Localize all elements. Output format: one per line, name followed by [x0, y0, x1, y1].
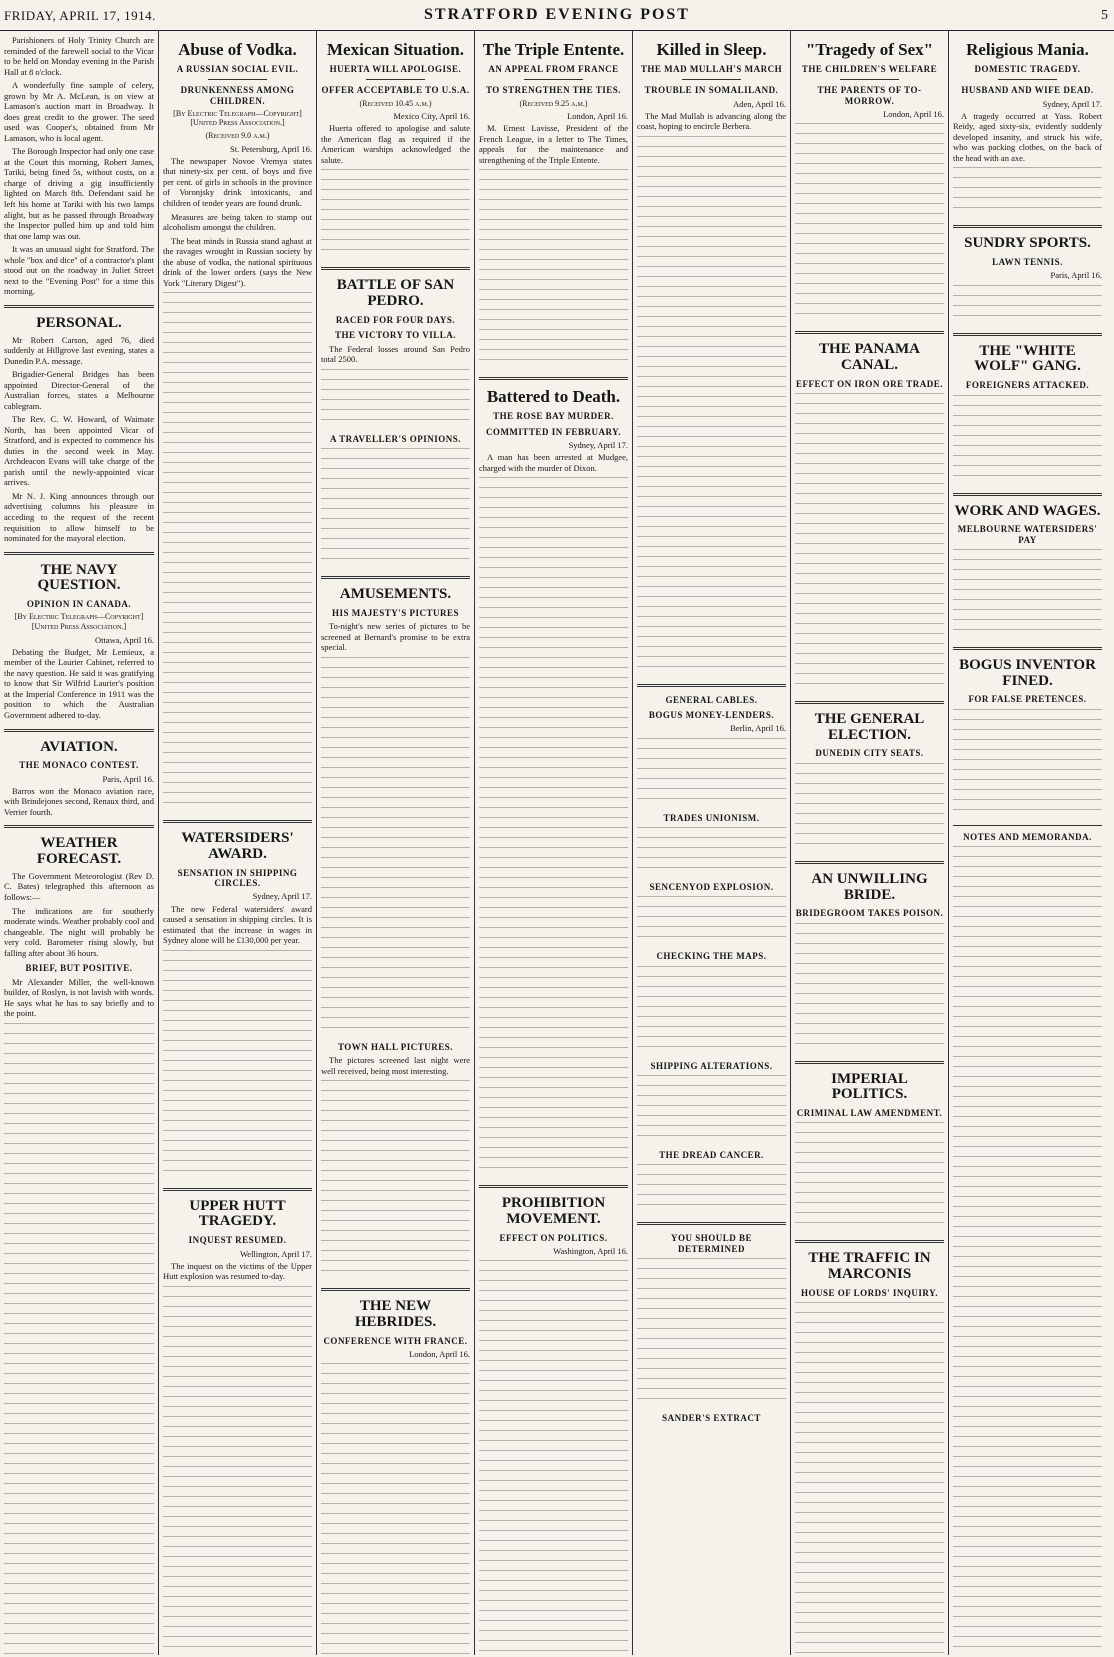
text-continuation — [795, 123, 944, 323]
text-continuation — [953, 846, 1102, 1655]
text-continuation — [4, 1023, 154, 1655]
text-continuation — [795, 1122, 944, 1232]
text-continuation — [321, 1363, 470, 1655]
section-rule — [479, 1185, 628, 1188]
subheading: HOUSE OF LORDS' INQUIRY. — [800, 1287, 939, 1298]
text-continuation — [953, 395, 1102, 485]
article-paragraph: Parishioners of Holy Trinity Church are reminded of the farewell social to the Vicar to be held on Monday evening in the Parish Hall at 8 o'clock. — [4, 35, 154, 77]
section-rule — [795, 1240, 944, 1243]
subheading: DUNEDIN CITY SEATS. — [815, 748, 924, 759]
dateline: Paris, April 16. — [1050, 270, 1102, 281]
headline-amusements: AMUSEMENTS. — [339, 586, 452, 603]
subheading: CHECKING THE MAPS. — [656, 951, 767, 962]
section-rule — [4, 825, 154, 828]
section-rule — [4, 552, 154, 555]
subheading: FOR FALSE PRETENCES. — [968, 694, 1087, 705]
subheading: CRIMINAL LAW AMENDMENT. — [796, 1108, 943, 1119]
headline-sundry-sports: SUNDRY SPORTS. — [964, 235, 1091, 252]
headline-san-pedro: BATTLE OF SAN PEDRO. — [336, 277, 455, 310]
subheading: AN APPEAL FROM FRANCE — [488, 63, 619, 74]
text-continuation — [637, 738, 786, 808]
subheading: HUERTA WILL APOLOGISE. — [329, 63, 462, 74]
subheading: DOMESTIC TRAGEDY. — [974, 63, 1081, 74]
subheading: TROUBLE IN SOMALILAND. — [644, 85, 779, 96]
subheading: SENSATION IN SHIPPING CIRCLES. — [177, 867, 298, 889]
text-continuation — [637, 1075, 786, 1145]
section-rule — [637, 1222, 786, 1225]
subheading: THE MONACO CONTEST. — [19, 760, 139, 771]
subheading: HIS MAJESTY'S PICTURES — [331, 607, 460, 618]
article-paragraph: It was an unusual sight for Stratford. The whole "box and dice" of a contractor's plant stood out on the roadway in Juliet Street next to the "Evening Post" for a time this morning. — [4, 244, 154, 297]
text-continuation — [321, 169, 470, 259]
text-continuation — [637, 827, 786, 877]
dateline: Wellington, April 17. — [239, 1248, 312, 1259]
subheading: THE DREAD CANCER. — [659, 1150, 764, 1161]
article-paragraph: The pictures screened last night were well received, being most interesting. — [321, 1055, 470, 1076]
text-continuation — [637, 966, 786, 1056]
subheading: BRIDEGROOM TAKES POISON. — [795, 908, 944, 919]
section-rule — [163, 820, 312, 823]
text-continuation — [479, 477, 628, 1177]
section-rule — [321, 576, 470, 579]
article-paragraph: Measures are being taken to stamp out alcoholism amongst the children. — [163, 211, 312, 233]
headline-weather: WEATHER FORECAST. — [36, 835, 122, 868]
subheading: A TRAVELLER'S OPINIONS. — [330, 433, 461, 444]
received-time: (Received 9.0 a.m.) — [205, 131, 270, 141]
article-paragraph: The new Federal watersiders' award caused a sensation in shipping circles. It is estimated that the increase in wages in Sydney alone will be £130,000 per year. — [163, 903, 312, 946]
text-continuation — [321, 448, 470, 568]
article-paragraph: Debating the Budget, Mr Lemieux, a member of the Laurier Cabinet, referred to the navy question. He said it was gratifying to know that Sir Wilfrid Laurier's position at the Imperial Conference in 1911 was the position to which the Australian Government adhered to-day. — [4, 646, 154, 720]
section-rule — [953, 493, 1102, 496]
section-rule — [795, 331, 944, 334]
columns — [0, 31, 1114, 1655]
subheading: BRIEF, BUT POSITIVE. — [25, 963, 133, 974]
subheading: EFFECT ON IRON ORE TRADE. — [796, 378, 943, 389]
dateline: Paris, April 16. — [102, 773, 154, 784]
article-paragraph: To-night's new series of pictures to be screened at Bernard's promise to be extra special. — [321, 621, 470, 653]
article-paragraph: The newspaper Novoe Vremya states that ninety-six per cent. of boys and five per cent. of girls in schools in the province of Voronjsky drink intoxicants, and children of tender years are found drunk. — [163, 155, 312, 208]
text-continuation — [637, 1164, 786, 1214]
article-paragraph: Mr Alexander Miller, the well-known builder, of Roslyn, is not lavish with words. He says what he has to say briefly and to the point. — [4, 976, 154, 1019]
section-rule — [479, 377, 628, 380]
headline-upper-hutt: UPPER HUTT TRAGEDY. — [189, 1197, 286, 1230]
section-rule — [321, 1288, 470, 1291]
column-5 — [632, 31, 790, 1655]
subheading: THE PARENTS OF TO-MORROW. — [817, 85, 922, 106]
text-continuation — [953, 549, 1102, 639]
text-continuation — [953, 167, 1102, 217]
article-paragraph: M. Ernest Lavisse, President of the French League, in a letter to The Times, appeals for the maintenance and strengthening of the Triple Entente. — [479, 123, 628, 165]
received-time: (Received 9.25 a.m.) — [519, 98, 588, 108]
text-continuation — [637, 896, 786, 946]
dateline: Ottawa, April 16. — [94, 634, 154, 645]
section-rule — [953, 647, 1102, 650]
article-paragraph: A tragedy occurred at Yass. Robert Reidy, aged sixty-six, evidently suddenly developed insanity, and struck his wife, who was packing clothes, on the back of the head with an axe. — [953, 110, 1102, 163]
headline-panama-canal: THE PANAMA CANAL. — [819, 341, 920, 373]
column-1 — [0, 31, 158, 1655]
rule — [953, 825, 1102, 826]
section-rule — [637, 684, 786, 687]
headline-general-election: THE GENERAL ELECTION. — [814, 710, 925, 743]
wire-credit: [By Electric Telegraph—Copyright] [United Press Association.] — [14, 612, 144, 632]
headline-triple-entente: The Triple Entente. — [482, 40, 625, 59]
dateline: Berlin, April 16. — [730, 723, 786, 734]
masthead — [0, 0, 1114, 31]
rule — [524, 79, 584, 80]
article-paragraph: Mr Robert Carson, aged 76, died suddenly at Hillgrove last evening, states a Dunedin P.A. message. — [4, 334, 154, 366]
headline-white-wolf: THE "WHITE WOLF" GANG. — [974, 342, 1081, 375]
dateline: Mexico City, April 16. — [393, 111, 470, 122]
column-6 — [790, 31, 948, 1655]
rule — [208, 79, 268, 80]
headline-mexican: Mexican Situation. — [327, 40, 464, 59]
headline-watersiders: WATERSIDERS' AWARD. — [181, 830, 294, 862]
article-paragraph: The Mad Mullah is advancing along the coast, hoping to encircle Berbera. — [637, 110, 786, 132]
article-paragraph: The Federal losses around San Pedro total 2500. — [321, 343, 470, 365]
column-2 — [158, 31, 316, 1655]
article-paragraph: The Government Meteorologist (Rev D. C. Bates) telegraphed this afternoon as follows:— — [4, 870, 154, 902]
text-continuation — [637, 1258, 786, 1408]
article-paragraph: A man has been arrested at Mudgee, charged with the murder of Dixon. — [479, 452, 628, 473]
article-paragraph: Mr N. J. King announces through our advertising columns his pleasure in acceding to the request of the recent requisition to allow himself to be nominated for the mayoral election. — [4, 490, 154, 544]
subheading: TOWN HALL PICTURES. — [337, 1041, 454, 1052]
subheading: HUSBAND AND WIFE DEAD. — [961, 85, 1094, 96]
headline-prohibition: PROHIBITION MOVEMENT. — [501, 1195, 606, 1227]
section-rule — [321, 267, 470, 270]
text-continuation — [479, 1260, 628, 1655]
article-paragraph: The beat minds in Russia stand aghast at the ravages wrought in Russian society by the abuse of vodka, the national spirituous drink of the lower orders (says the New York "Literary Digest"). — [163, 235, 312, 288]
text-continuation — [795, 1302, 944, 1655]
section-rule — [953, 225, 1102, 228]
received-time: (Received 10.45 a.m.) — [359, 98, 432, 108]
subheading: BOGUS MONEY-LENDERS. — [648, 710, 775, 721]
subheading: TO STRENGTHEN THE TIES. — [485, 85, 622, 96]
advert-heading: YOU SHOULD BE DETERMINED — [670, 1233, 752, 1254]
article-paragraph: Brigadier-General Bridges has been appointed Director-General of the Australian forces, states a Melbourne cablegram. — [4, 369, 154, 411]
rule — [998, 79, 1058, 80]
column-3 — [316, 31, 474, 1655]
dateline: Sydney, April 17. — [252, 891, 312, 902]
headline-imperial-politics: IMPERIAL POLITICS. — [831, 1070, 908, 1103]
subheading: TRADES UNIONISM. — [663, 812, 760, 823]
text-continuation — [953, 709, 1102, 819]
subheading: INQUEST RESUMED. — [188, 1235, 287, 1246]
dateline: London, April 16. — [567, 111, 628, 122]
rule — [682, 79, 742, 80]
article-paragraph: The indications are for southerly moderate winds. Weather probably cool and changeable. The night will probably be very cold. Barometer rising slowly, but falling after about 36 hours. — [4, 905, 154, 958]
subheading: THE CHILDREN'S WELFARE — [801, 63, 938, 74]
subheading: LAWN TENNIS. — [992, 257, 1063, 268]
subheading: CONFERENCE WITH FRANCE. — [323, 1335, 468, 1346]
section-rule — [795, 1061, 944, 1064]
text-continuation — [321, 369, 470, 429]
subheading: A RUSSIAN SOCIAL EVIL. — [176, 63, 299, 74]
page-number: 5 — [1101, 8, 1108, 23]
text-continuation — [321, 1080, 470, 1280]
headline-vodka: Abuse of Vodka. — [178, 40, 297, 59]
headline-bogus-inventor: BOGUS INVENTOR FINED. — [959, 656, 1096, 689]
subheading: NOTES AND MEMORANDA. — [963, 831, 1092, 842]
dateline: Washington, April 16. — [553, 1246, 628, 1257]
subheading: COMMITTED IN FEBRUARY. — [485, 426, 622, 437]
subheading: GENERAL CABLES. — [665, 694, 758, 705]
section-rule — [4, 305, 154, 308]
text-continuation — [321, 657, 470, 1037]
advert-signature: SANDER'S EXTRACT — [662, 1413, 761, 1424]
headline-navy-question: THE NAVY QUESTION. — [37, 561, 121, 594]
text-continuation — [163, 950, 312, 1180]
rule — [840, 79, 900, 80]
dateline: Aden, April 16. — [733, 98, 786, 109]
subheading: THE MAD MULLAH'S MARCH — [640, 63, 783, 74]
article-paragraph: The Borough Inspector had only one case at the Court this morning, Robert James, Tariki, being fined 5s, without costs, on a charge of driving a gig insufficiently lighted on March 8th. Defendant said he left his home at Tariki with his two lamps alight, but as he passed through Broadway the Inspector pulled him up and told him that one lamp was out. — [4, 146, 154, 241]
headline-marconis: THE TRAFFIC IN MARCONIS — [808, 1250, 931, 1283]
subheading: OFFER ACCEPTABLE TO U.S.A. — [321, 85, 470, 96]
dateline: St. Petersburg, April 16. — [229, 143, 312, 154]
subheading: OPINION IN CANADA. — [26, 599, 132, 610]
subheading: MELBOURNE WATERSIDERS' PAY — [957, 524, 1098, 545]
section-rule — [795, 701, 944, 704]
article-paragraph: Barros won the Monaco aviation race, with Brindejones second, Renaux third, and Verrier fourth. — [4, 785, 154, 817]
headline-personal: PERSONAL. — [36, 314, 122, 331]
text-continuation — [479, 169, 628, 369]
article-paragraph: The inquest on the victims of the Upper Hutt explosion was resumed to-day. — [163, 1260, 312, 1282]
headline-killed-in-sleep: Killed in Sleep. — [656, 40, 767, 59]
rule — [366, 79, 426, 80]
text-continuation — [163, 292, 312, 812]
column-7 — [948, 31, 1106, 1655]
dateline: Sydney, April 17. — [1042, 98, 1102, 109]
text-continuation — [795, 393, 944, 693]
headline-unwilling-bride: AN UNWILLING BRIDE. — [811, 870, 928, 903]
headline-aviation: AVIATION. — [40, 738, 118, 755]
subheading: THE ROSE BAY MURDER. — [493, 411, 614, 422]
headline-tragedy-of-sex: "Tragedy of Sex" — [805, 40, 934, 59]
section-rule — [795, 861, 944, 864]
subheading: THE VICTORY TO VILLA. — [334, 330, 457, 341]
text-continuation — [637, 136, 786, 676]
article-paragraph: The Rev. C. W. Howard, of Waimate North, has been appointed Vicar of Stratford, and is expected to commence his duties in the second week in May. Archdeacon Evans will take charge of the parish until the newly-appointed vicar arrives. — [4, 414, 154, 488]
headline-religious-mania: Religious Mania. — [966, 40, 1089, 59]
issue-date: FRIDAY, APRIL 17, 1914. — [4, 8, 156, 23]
subheading: RACED FOR FOUR DAYS. — [335, 314, 456, 325]
section-rule — [4, 729, 154, 732]
headline-work-and-wages: WORK AND WAGES. — [954, 502, 1101, 519]
dateline: Sydney, April 17. — [568, 439, 628, 450]
section-rule — [953, 333, 1102, 336]
dateline: London, April 16. — [409, 1348, 470, 1359]
column-4 — [474, 31, 632, 1655]
text-continuation — [953, 285, 1102, 325]
subheading: SENCENYOD EXPLOSION. — [649, 882, 774, 892]
newspaper-title: STRATFORD EVENING POST — [424, 6, 690, 23]
subheading: EFFECT ON POLITICS. — [499, 1232, 608, 1243]
headline-new-hebrides: THE NEW HEBRIDES. — [354, 1298, 437, 1330]
article-paragraph: A wonderfully fine sample of celery, grown by Mr A. McLean, is on view at Lamason's auction mart in Broadway. It does great credit to the grower. The seed used was Cooper's, obtained from Mr Lamason, who is local agent. — [4, 80, 154, 143]
article-paragraph: Huerta offered to apologise and salute the American flag as required if the American warships acknowledged the salute. — [321, 123, 470, 165]
subheading: FOREIGNERS ATTACKED. — [965, 380, 1090, 391]
text-continuation — [795, 923, 944, 1053]
section-rule — [163, 1188, 312, 1191]
text-continuation — [795, 763, 944, 853]
subheading: SHIPPING ALTERATIONS. — [650, 1060, 773, 1071]
subheading: DRUNKENNESS AMONG CHILDREN. — [180, 85, 295, 106]
text-continuation — [163, 1286, 312, 1655]
headline-battered: Battered to Death. — [486, 387, 621, 407]
dateline: London, April 16. — [883, 108, 944, 119]
wire-credit: [By Electric Telegraph—Copyright] [United Press Association.] — [173, 108, 302, 128]
